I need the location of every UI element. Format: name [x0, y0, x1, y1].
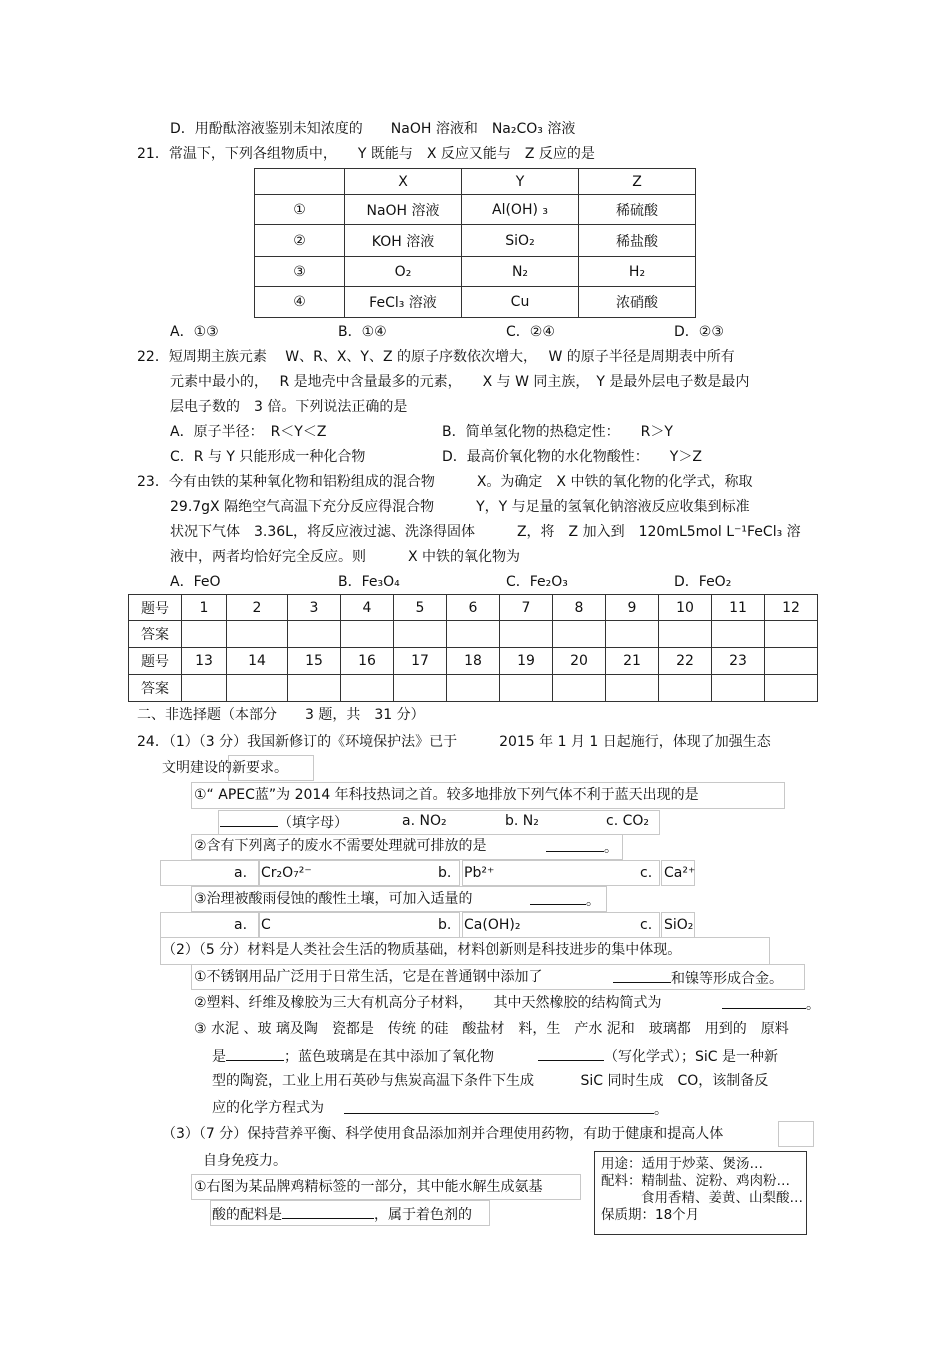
q23-line-1: 23．今有由铁的某种氧化物和铝粉组成的混合物 X。为确定 X 中铁的氧化物的化学式，称取: [137, 474, 753, 490]
q21-cell: KOH 溶液: [345, 225, 462, 257]
answer-cell[interactable]: [712, 621, 765, 648]
table-row: [129, 595, 818, 621]
q21-cell: O₂: [345, 257, 462, 287]
q21-cell: ①: [255, 195, 345, 225]
answer-table-cell: 10: [659, 595, 712, 621]
answer-table-cell: 6: [447, 595, 500, 621]
q21-stem: 21．常温下，下列各组物质中， Y 既能与 X 反应又能与 Z 反应的是: [137, 146, 595, 162]
answer-table-cell: 23: [712, 648, 765, 675]
q24-s1-option-a: a. NO₂: [402, 813, 447, 829]
answer-cell[interactable]: [553, 621, 606, 648]
answer-cell[interactable]: [394, 621, 447, 648]
q24-s3-c-label: c.: [640, 917, 653, 933]
q24-p3-s1-l2b: ，属于着色剂的: [374, 1207, 472, 1223]
q24-s1: ①“ APEC蓝”为 2014 年科技热词之首。较多地排放下列气体不利于蓝天出现的是: [194, 787, 699, 803]
q21-cell: H₂: [579, 257, 696, 287]
q24-p2-s3-l2a: 是: [212, 1049, 226, 1065]
q24-s1-option-c: c. CO₂: [606, 813, 650, 829]
answer-table-cell: 22: [659, 648, 712, 675]
q24-p1-line-1: 24．（1）（3 分）我国新修订的《环境保护法》已于 2015 年 1 月 1 日起施行，体现了加强生态: [137, 734, 771, 750]
q21-option-c: C．②④: [506, 324, 555, 340]
q24-s3-b-label: b.: [438, 917, 452, 933]
q24-s2: [194, 837, 487, 855]
q24-p3-line-2: 自身免疫力。: [203, 1153, 287, 1169]
q24-s3-option-b: Ca(OH)₂: [464, 917, 521, 933]
answer-cell[interactable]: [765, 675, 818, 702]
answer-cell[interactable]: [659, 621, 712, 648]
q24-p2-s3-line-1: ③ 水泥 、玻 璃及陶 瓷都是 传统 的硅 酸盐材 料，生 产水 泥和 玻璃都 用到的 原料: [194, 1021, 789, 1037]
q22-option-d: D．最高价氧化物的水化物酸性： Y＞Z: [442, 449, 702, 465]
q23-option-c: C．Fe₂O₃: [506, 574, 568, 590]
table-row: [129, 621, 818, 648]
answer-table-cell: [765, 648, 818, 675]
answer-cell[interactable]: [606, 675, 659, 702]
answer-table-cell: 17: [394, 648, 447, 675]
answer-cell[interactable]: [553, 675, 606, 702]
answer-cell[interactable]: [227, 621, 288, 648]
q21-header-z: Z: [579, 169, 696, 195]
q24-p3-s1-line-1: ①右图为某品牌鸡精标签的一部分，其中能水解生成氨基: [194, 1179, 543, 1195]
q24-s2-text: ②含有下列离子的废水不需要处理就可排放的是: [194, 838, 487, 854]
answer-cell[interactable]: [500, 675, 553, 702]
q23-line-4: 液中，两者均恰好完全反应。则 X 中铁的氧化物为: [170, 549, 521, 565]
answer-blank[interactable]: [226, 1046, 284, 1061]
q24-p2-s1-post: 和镍等形成合金。: [671, 971, 783, 987]
q24-p3-s1-line-2: [212, 1204, 472, 1224]
q24-p1-line-2: 文明建设的新要求。: [162, 760, 288, 776]
q23-option-a: A．FeO: [170, 574, 221, 590]
answer-table: [128, 594, 818, 702]
q24-p2-s3-line-2: [212, 1046, 494, 1066]
q24-s3-a-label: a.: [234, 917, 248, 933]
text-frame: [778, 1121, 814, 1147]
answer-cell[interactable]: [341, 675, 394, 702]
answer-blank[interactable]: [613, 968, 671, 983]
q24-p2-line-1: （2）（5 分）材料是人类社会生活的物质基础，材料创新则是科技进步的集中体现。: [162, 942, 682, 958]
answer-blank[interactable]: [546, 837, 604, 852]
table-row: [255, 225, 696, 257]
section2-title: 二、非选择题（本部分 3 题，共 31 分）: [137, 707, 425, 723]
q22-option-b: B．简单氢化物的热稳定性： R＞Y: [442, 424, 673, 440]
answer-cell[interactable]: [765, 621, 818, 648]
q21-option-d: D．②③: [674, 324, 724, 340]
answer-cell[interactable]: [341, 621, 394, 648]
answer-table-cell: 16: [341, 648, 394, 675]
answer-blank[interactable]: [530, 890, 586, 905]
q24-p2-s3-l2c: （写化学式）；SiC 是一种新: [604, 1049, 779, 1065]
label-ingredients: 配料：精制盐、淀粉、鸡肉粉…: [601, 1173, 790, 1189]
label-shelf-life: 保质期：18个月: [601, 1207, 700, 1223]
answer-cell[interactable]: [227, 675, 288, 702]
q21-cell: NaOH 溶液: [345, 195, 462, 225]
answer-cell[interactable]: [606, 621, 659, 648]
answer-cell[interactable]: [394, 675, 447, 702]
answer-cell[interactable]: [447, 675, 500, 702]
q24-s2-c-label: c.: [640, 865, 653, 881]
q20-option-d: D．用酚酞溶液鉴别未知浓度的 NaOH 溶液和 Na₂CO₃ 溶液: [170, 121, 576, 137]
q22-line-1: 22．短周期主族元素 W、R、X、Y、Z 的原子序数依次增大， W 的原子半径是周期表中所有: [137, 349, 735, 365]
q21-cell: N₂: [462, 257, 579, 287]
answer-table-cell: 18: [447, 648, 500, 675]
q24-s2-a-label: a.: [234, 865, 248, 881]
q24-s1-fill-line: [220, 812, 348, 832]
answer-table-cell: 14: [227, 648, 288, 675]
answer-table-cell: 4: [341, 595, 394, 621]
answer-table-cell: 15: [288, 648, 341, 675]
q24-p2-s1-text: ①不锈钢用品广泛用于日常生活，它是在普通钢中添加了: [194, 969, 543, 985]
answer-blank[interactable]: [282, 1204, 374, 1219]
answer-table-cell: 19: [500, 648, 553, 675]
q24-p3-line-1: （3）（7 分）保持营养平衡、科学使用食品添加剂并合理使用药物，有助于健康和提高人体: [162, 1126, 724, 1142]
answer-blank[interactable]: [220, 812, 278, 827]
answer-table-label: 题号: [129, 648, 182, 675]
table-row: [255, 195, 696, 225]
q21-cell: 稀硫酸: [579, 195, 696, 225]
q21-cell: FeCl₃ 溶液: [345, 287, 462, 318]
answer-table-cell: 20: [553, 648, 606, 675]
answer-cell[interactable]: [182, 675, 227, 702]
q24-s1-option-b: b. N₂: [505, 813, 539, 829]
label-ingredients-cont: 食用香精、姜黄、山梨酸…: [641, 1190, 803, 1206]
answer-table-cell: 2: [227, 595, 288, 621]
q24-p2-s3-l4: 应的化学方程式为: [212, 1100, 324, 1116]
answer-cell[interactable]: [288, 621, 341, 648]
q21-cell: 浓硝酸: [579, 287, 696, 318]
q21-option-a: A．①③: [170, 324, 219, 340]
q24-s2-option-b: Pb²⁺: [464, 865, 495, 881]
q22-line-3: 层电子数的 3 倍。下列说法正确的是: [170, 399, 408, 415]
q22-option-a: A．原子半径： R＜Y＜Z: [170, 424, 327, 440]
q22-option-c: C．R 与 Y 只能形成一种化合物: [170, 449, 366, 465]
answer-table-label: 答案: [129, 621, 182, 648]
answer-table-cell: 21: [606, 648, 659, 675]
answer-table-cell: 9: [606, 595, 659, 621]
q21-header-y: Y: [462, 169, 579, 195]
q24-p3-s1-l2a: 酸的配料是: [212, 1207, 282, 1223]
q24-s2-option-c: Ca²⁺: [664, 865, 696, 881]
answer-blank[interactable]: [538, 1046, 604, 1061]
fill-hint: （填字母）: [278, 815, 348, 831]
answer-table-cell: 3: [288, 595, 341, 621]
q22-line-2: 元素中最小的， R 是地壳中含量最多的元素， X 与 W 同主族， Y 是最外层电子数是最内: [170, 374, 750, 390]
q24-p2-s3-blank-line: 。: [344, 1099, 668, 1119]
q24-s3-blank-line: 。: [530, 890, 600, 910]
answer-blank[interactable]: [344, 1099, 654, 1114]
answer-table-cell: 13: [182, 648, 227, 675]
answer-table-cell: 11: [712, 595, 765, 621]
q21-cell: 稀盐酸: [579, 225, 696, 257]
q24-p2-s3-line-3: 型的陶瓷，工业上用石英砂与焦炭高温下条件下生成 SiC 同时生成 CO，该制备反: [212, 1073, 769, 1089]
answer-cell[interactable]: [659, 675, 712, 702]
q24-p2-s2: ②塑料、纤维及橡胶为三大有机高分子材料， 其中天然橡胶的结构简式为: [194, 995, 662, 1011]
q24-s3: ③治理被酸雨侵蚀的酸性土壤，可加入适量的: [194, 891, 473, 907]
answer-cell[interactable]: [500, 621, 553, 648]
table-row: [255, 287, 696, 318]
q24-p2-s1-tail: [613, 968, 783, 988]
q24-p2-s3-line-2-tail: [538, 1046, 778, 1066]
answer-blank[interactable]: [722, 994, 806, 1009]
answer-table-cell: 8: [553, 595, 606, 621]
table-row: [255, 257, 696, 287]
q24-s2-option-a: Cr₂O₇²⁻: [261, 865, 312, 881]
q21-option-b: B．①④: [338, 324, 387, 340]
q24-p2-s3-l2b: ；蓝色玻璃是在其中添加了氧化物: [284, 1049, 494, 1065]
label-usage: 用途：适用于炒菜、煲汤…: [601, 1156, 763, 1172]
q24-s3-option-a: C: [261, 917, 271, 933]
answer-table-label: 题号: [129, 595, 182, 621]
answer-cell[interactable]: [182, 621, 227, 648]
q23-line-3: 状况下气体 3.36L，将反应液过滤、洗涤得固体 Z，将 Z 加入到 120mL5mol L⁻¹FeCl₃ 溶: [170, 524, 801, 540]
q21-cell: ③: [255, 257, 345, 287]
answer-table-cell: 5: [394, 595, 447, 621]
answer-cell[interactable]: [447, 621, 500, 648]
table-row: [129, 648, 818, 675]
answer-table-label: 答案: [129, 675, 182, 702]
q23-option-d: D．FeO₂: [674, 574, 732, 590]
answer-table-cell: 7: [500, 595, 553, 621]
answer-table-cell: 1: [182, 595, 227, 621]
q24-s2-blank-line: 。: [546, 837, 618, 857]
product-label-box: [594, 1151, 807, 1235]
q23-line-2: 29.7gX 隔绝空气高温下充分反应得混合物 Y，Y 与足量的氢氧化钠溶液反应收集到标准: [170, 499, 750, 515]
q21-header-blank: [255, 169, 345, 195]
q24-p2-s2-blank-line: 。: [722, 994, 820, 1014]
q21-cell: Cu: [462, 287, 579, 318]
q24-p2-s1: [194, 968, 543, 986]
q24-s3-option-c: SiO₂: [664, 917, 694, 933]
answer-cell[interactable]: [712, 675, 765, 702]
q24-p2-s3-line-4: [212, 1099, 324, 1117]
q23-option-b: B．Fe₃O₄: [338, 574, 400, 590]
q21-header-x: X: [345, 169, 462, 195]
q24-s2-b-label: b.: [438, 865, 452, 881]
q21-cell: ②: [255, 225, 345, 257]
text-frame: [258, 912, 460, 938]
q21-cell: SiO₂: [462, 225, 579, 257]
answer-table-cell: 12: [765, 595, 818, 621]
q21-cell: ④: [255, 287, 345, 318]
table-row: [129, 675, 818, 702]
q21-cell: Al(OH) ₃: [462, 195, 579, 225]
answer-cell[interactable]: [288, 675, 341, 702]
q21-table: [254, 168, 696, 318]
